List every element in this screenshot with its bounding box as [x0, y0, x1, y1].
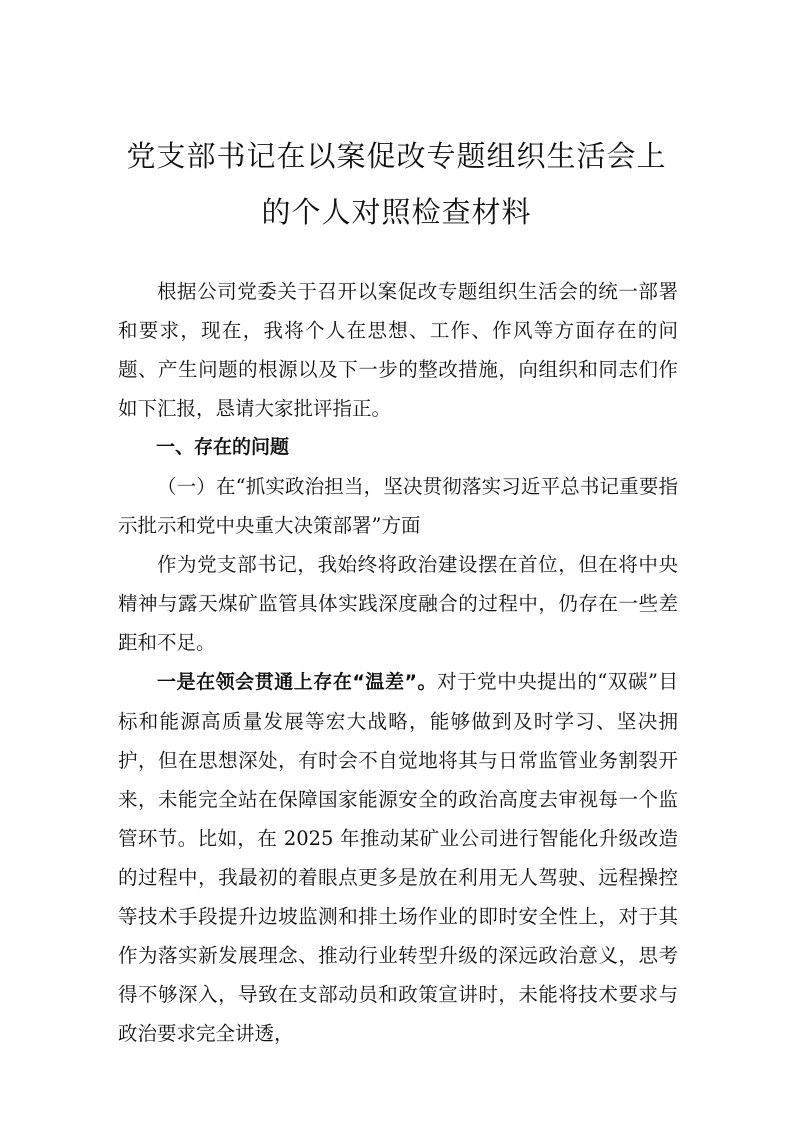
section-heading-problems: 一、存在的问题 — [156, 436, 290, 458]
paragraph-2-lead: 一是在领会贯通上存在“温差”。 — [157, 671, 438, 693]
paragraph-2 — [118, 662, 678, 1053]
document-title — [100, 128, 693, 240]
subsection-heading-1: （一）在“抓实政治担当，坚决贯彻落实习近平总书记重要指示批示和党中央重大决策部署”方面 — [118, 475, 678, 537]
document-body — [118, 272, 678, 1053]
intro-paragraph: 根据公司党委关于召开以案促改专题组织生活会的统一部署和要求，现在，我将个人在思想、工作、作风等方面存在的问题、产生问题的根源以及下一步的整改措施，向组织和同志们作如下汇报，恳请大家批评指正。 — [118, 280, 678, 420]
paragraph-1: 作为党支部书记，我始终将政治建设摆在首位，但在将中央精神与露天煤矿监管具体实践深度融合的过程中，仍存在一些差距和不足。 — [118, 553, 678, 654]
paragraph-2-body: 对于党中央提出的“双碳”目标和能源高质量发展等宏大战略，能够做到及时学习、坚决拥护，但在思想深处，有时会不自觉地将其与日常监管业务割裂开来，未能完全站在保障国家能源安全的政治高度去审视每一个监管环节。比如，在 2025 年推动某矿业公司进行智能化升级改造的过程中，我最初的着眼点更多是放在利用无人驾驶、远程操控等技术手段提升边坡监测和排土场作业的即时安全性上，对于其作为落实新发展理念、推动行业转型升级的深远政治意义，思考得不够深入，导致在支部动员和政策宣讲时，未能将技术要求与政治要求完全讲透， — [118, 670, 678, 1045]
title-line-1: 党支部书记在以案促改专题组织生活会上 — [126, 139, 667, 173]
title-line-2: 的个人对照检查材料 — [261, 195, 532, 229]
